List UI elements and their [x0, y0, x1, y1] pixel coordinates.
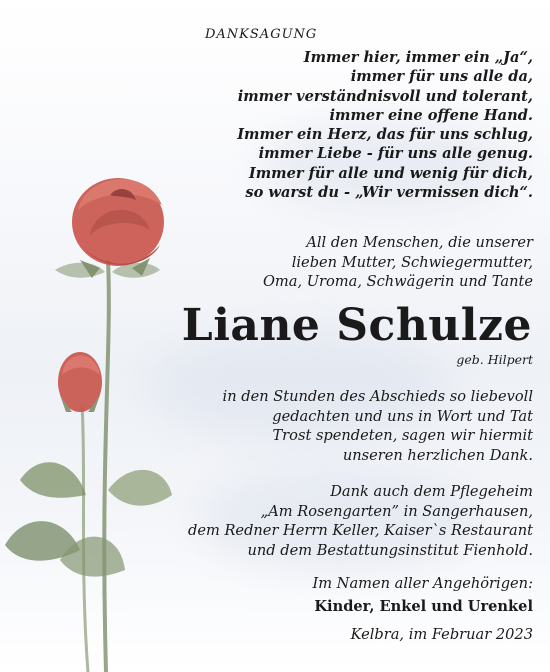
poem-line: immer verständnisvoll und tolerant, [237, 87, 533, 105]
thanks-line: gedachten und uns in Wort und Tat [272, 407, 533, 425]
poem-line: immer eine offene Hand. [329, 106, 533, 124]
poem-line: immer Liebe - für uns alle genug. [258, 145, 533, 163]
thanks-line: Trost spendeten, sagen wir hiermit [272, 427, 533, 444]
family-signature: Kinder, Enkel und Urenkel [314, 598, 533, 615]
poem-line: so warst du - „Wir vermissen dich“. [245, 184, 533, 202]
rose-leaf [108, 470, 172, 506]
poem-line: Immer hier, immer ein „Ja“, [303, 49, 533, 66]
heading-danksagung: DANKSAGUNG [205, 27, 318, 42]
care-thanks-block [188, 482, 533, 560]
rose-illustration [0, 150, 200, 672]
intro-line: lieben Mutter, Schwiegermutter, [291, 253, 533, 271]
rose-leaf [20, 462, 86, 498]
rose-bud [58, 352, 102, 412]
poem-block [237, 48, 533, 202]
intro-block [263, 233, 533, 292]
poem-line: Immer für alle und wenig für dich, [248, 164, 533, 182]
deceased-name: Liane Schulze [181, 300, 532, 351]
care-thanks-line: dem Redner Herrn Keller, Kaiser`s Restaurant [187, 522, 533, 539]
thanks-block [223, 387, 533, 465]
birth-name: geb. Hilpert [456, 352, 533, 367]
thanks-line: unseren herzlichen Dank. [342, 446, 533, 464]
place-date: Kelbra, im Februar 2023 [350, 626, 533, 643]
rose-stem [104, 260, 109, 672]
intro-line: Oma, Uroma, Schwägerin und Tante [262, 273, 533, 290]
poem-line: Immer ein Herz, das für uns schlug, [237, 126, 533, 144]
signature-line: Im Namen aller Angehörigen: [312, 575, 533, 592]
rose-bloom [72, 178, 164, 278]
care-thanks-line: und dem Bestattungsinstitut Fienhold. [247, 541, 533, 559]
poem-line: immer für uns alle da, [350, 68, 533, 86]
care-thanks-line: Dank auch dem Pflegeheim [330, 483, 533, 500]
intro-line: All den Menschen, die unserer [306, 234, 533, 251]
care-thanks-line: „Am Rosengarten” in Sangerhausen, [260, 502, 533, 520]
thanks-line: in den Stunden des Abschieds so liebevoll [222, 388, 533, 405]
